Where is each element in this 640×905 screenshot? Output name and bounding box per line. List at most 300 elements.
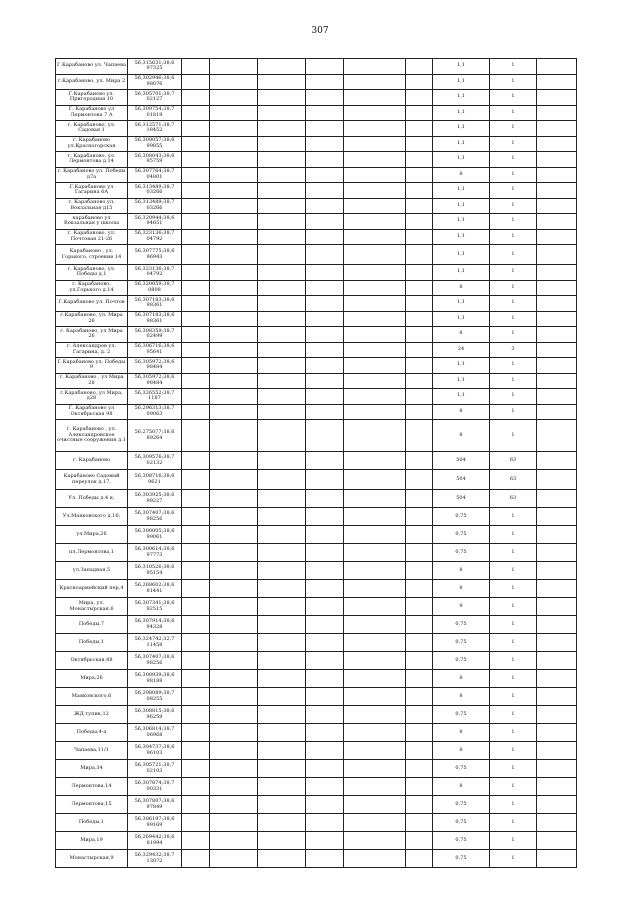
empty-cell: [182, 670, 210, 688]
empty-cell: [406, 404, 433, 420]
empty-cell: [258, 105, 306, 121]
value-cell: 8: [433, 327, 490, 343]
empty-cell: [258, 706, 306, 724]
empty-cell: [306, 136, 344, 152]
table-row: [56, 59, 577, 75]
empty-cell: [537, 420, 577, 452]
empty-cell: [210, 850, 258, 868]
count-cell: 1: [490, 214, 537, 230]
empty-cell: [344, 706, 406, 724]
count-cell: 1: [490, 280, 537, 296]
empty-cell: [306, 544, 344, 562]
empty-cell: [258, 136, 306, 152]
table-row: [56, 311, 577, 327]
empty-cell: [258, 74, 306, 90]
empty-cell: [344, 742, 406, 760]
empty-cell: [182, 616, 210, 634]
coords-cell: 56,307764;38,7 04801: [128, 167, 182, 183]
address-cell: Лермонтова,15: [56, 796, 128, 814]
value-cell: 8: [433, 562, 490, 580]
address-cell: пл.Лермонтова,1: [56, 544, 128, 562]
address-cell: г. Карабаново: [56, 452, 128, 470]
table-row: [56, 198, 577, 214]
empty-cell: [406, 280, 433, 296]
empty-cell: [537, 832, 577, 850]
empty-cell: [210, 342, 258, 358]
empty-cell: [344, 616, 406, 634]
empty-cell: [406, 152, 433, 168]
empty-cell: [306, 183, 344, 199]
empty-cell: [182, 121, 210, 137]
count-cell: 1: [490, 136, 537, 152]
empty-cell: [210, 121, 258, 137]
empty-cell: [537, 580, 577, 598]
empty-cell: [210, 296, 258, 312]
value-cell: 8: [433, 280, 490, 296]
address-cell: г. Карабаново ул.Красногорская: [56, 136, 128, 152]
address-cell: г. Карабаново, ул.Горького д.14: [56, 280, 128, 296]
coords-cell: 56,307407;38,6 98256: [128, 652, 182, 670]
table-row: [56, 688, 577, 706]
count-cell: 1: [490, 358, 537, 374]
empty-cell: [258, 327, 306, 343]
empty-cell: [406, 327, 433, 343]
value-cell: 0,75: [433, 814, 490, 832]
empty-cell: [406, 358, 433, 374]
empty-cell: [344, 373, 406, 389]
value-cell: 1,1: [433, 373, 490, 389]
value-cell: 1,1: [433, 121, 490, 137]
coords-cell: 56,305701;38,7 02127: [128, 90, 182, 106]
empty-cell: [182, 214, 210, 230]
value-cell: 24: [433, 342, 490, 358]
coords-cell: 56,326552;38,7 1187: [128, 389, 182, 405]
coords-cell: 56,313489;38,7 03266: [128, 198, 182, 214]
table-row: [56, 389, 577, 405]
count-cell: 1: [490, 724, 537, 742]
empty-cell: [344, 229, 406, 245]
table-row: [56, 652, 577, 670]
value-cell: 8: [433, 688, 490, 706]
table-row: [56, 358, 577, 374]
empty-cell: [406, 167, 433, 183]
empty-cell: [406, 296, 433, 312]
value-cell: 1,1: [433, 389, 490, 405]
empty-cell: [258, 121, 306, 137]
empty-cell: [182, 778, 210, 796]
table-row: [56, 598, 577, 616]
empty-cell: [537, 598, 577, 616]
coords-cell: 56,307183;38,6 98361: [128, 311, 182, 327]
empty-cell: [182, 634, 210, 652]
address-cell: Карабаново , ул. Горького, строение 14: [56, 245, 128, 265]
empty-cell: [182, 652, 210, 670]
empty-cell: [306, 470, 344, 490]
table-row: [56, 778, 577, 796]
empty-cell: [406, 198, 433, 214]
count-cell: 1: [490, 327, 537, 343]
empty-cell: [306, 280, 344, 296]
empty-cell: [537, 198, 577, 214]
empty-cell: [537, 229, 577, 245]
empty-cell: [258, 814, 306, 832]
coords-cell: 56,308043;38,6 95759: [128, 152, 182, 168]
empty-cell: [306, 508, 344, 526]
empty-cell: [306, 167, 344, 183]
count-cell: 1: [490, 670, 537, 688]
table-row: [56, 796, 577, 814]
empty-cell: [210, 526, 258, 544]
empty-cell: [258, 526, 306, 544]
empty-cell: [258, 760, 306, 778]
empty-cell: [258, 634, 306, 652]
empty-cell: [258, 670, 306, 688]
empty-cell: [210, 598, 258, 616]
empty-cell: [406, 311, 433, 327]
empty-cell: [258, 470, 306, 490]
coords-cell: 56,275077;38,6 89264: [128, 420, 182, 452]
coords-cell: 56,307775;38,6 96943: [128, 245, 182, 265]
empty-cell: [210, 311, 258, 327]
coords-cell: 56,306814;38,7 06968: [128, 724, 182, 742]
empty-cell: [182, 327, 210, 343]
count-cell: 63: [490, 470, 537, 490]
address-cell: г.Карабаново, ул. Мира 2: [56, 74, 128, 90]
address-cell: ул.Мира,26: [56, 526, 128, 544]
empty-cell: [306, 105, 344, 121]
empty-cell: [406, 373, 433, 389]
table-row: [56, 90, 577, 106]
empty-cell: [537, 296, 577, 312]
empty-cell: [182, 280, 210, 296]
empty-cell: [537, 358, 577, 374]
empty-cell: [344, 760, 406, 778]
count-cell: 1: [490, 742, 537, 760]
empty-cell: [537, 544, 577, 562]
empty-cell: [210, 214, 258, 230]
coords-cell: 56,300939;38,6 98188: [128, 670, 182, 688]
empty-cell: [406, 760, 433, 778]
address-cell: Ул.Маяковского д.16;: [56, 508, 128, 526]
address-cell: Монастырская,9: [56, 850, 128, 868]
count-cell: 1: [490, 760, 537, 778]
empty-cell: [258, 389, 306, 405]
empty-cell: [182, 452, 210, 470]
coords-cell: 56,313489;38,7 03266: [128, 183, 182, 199]
value-cell: 0,75: [433, 832, 490, 850]
empty-cell: [182, 265, 210, 281]
empty-cell: [210, 832, 258, 850]
table-row: [56, 214, 577, 230]
empty-cell: [406, 214, 433, 230]
empty-cell: [182, 832, 210, 850]
empty-cell: [537, 74, 577, 90]
empty-cell: [344, 90, 406, 106]
empty-cell: [406, 470, 433, 490]
count-cell: 1: [490, 311, 537, 327]
empty-cell: [344, 245, 406, 265]
value-cell: 0,75: [433, 706, 490, 724]
empty-cell: [210, 544, 258, 562]
empty-cell: [182, 490, 210, 508]
empty-cell: [537, 760, 577, 778]
table-row: [56, 280, 577, 296]
table-row: [56, 265, 577, 281]
count-cell: 1: [490, 404, 537, 420]
address-cell: г. Карабаново , ул. Александровское очистные сооружения д.1: [56, 420, 128, 452]
count-cell: 1: [490, 706, 537, 724]
value-cell: 1,1: [433, 59, 490, 75]
value-cell: 0,75: [433, 508, 490, 526]
empty-cell: [258, 358, 306, 374]
count-cell: 1: [490, 796, 537, 814]
empty-cell: [258, 616, 306, 634]
coords-cell: 56,300614;38,6 97773: [128, 544, 182, 562]
table-row: [56, 342, 577, 358]
address-cell: Красноармейский пер,4: [56, 580, 128, 598]
empty-cell: [182, 598, 210, 616]
empty-cell: [344, 670, 406, 688]
empty-cell: [306, 742, 344, 760]
empty-cell: [210, 452, 258, 470]
value-cell: 504: [433, 490, 490, 508]
data-table: [55, 58, 577, 868]
count-cell: 1: [490, 598, 537, 616]
empty-cell: [182, 760, 210, 778]
count-cell: 1: [490, 688, 537, 706]
value-cell: 8: [433, 670, 490, 688]
table-row: [56, 167, 577, 183]
value-cell: 0,75: [433, 544, 490, 562]
value-cell: 504: [433, 452, 490, 470]
empty-cell: [210, 420, 258, 452]
coords-cell: 56,329432;38,7 13072: [128, 850, 182, 868]
address-cell: Лермонтова,14: [56, 778, 128, 796]
value-cell: 8: [433, 778, 490, 796]
empty-cell: [210, 670, 258, 688]
empty-cell: [406, 389, 433, 405]
empty-cell: [406, 688, 433, 706]
value-cell: 8: [433, 724, 490, 742]
empty-cell: [210, 688, 258, 706]
empty-cell: [406, 634, 433, 652]
count-cell: 1: [490, 105, 537, 121]
table-row: [56, 850, 577, 868]
table-row: [56, 724, 577, 742]
count-cell: 1: [490, 90, 537, 106]
address-cell: Чапаева,11/1: [56, 742, 128, 760]
count-cell: 1: [490, 634, 537, 652]
empty-cell: [537, 742, 577, 760]
empty-cell: [406, 832, 433, 850]
empty-cell: [344, 796, 406, 814]
address-cell: г.Карабаново, ул. Мира 26: [56, 311, 128, 327]
empty-cell: [344, 404, 406, 420]
empty-cell: [344, 562, 406, 580]
empty-cell: [406, 544, 433, 562]
table-row: [56, 508, 577, 526]
address-cell: Победы,4-а: [56, 724, 128, 742]
count-cell: 1: [490, 296, 537, 312]
count-cell: 1: [490, 198, 537, 214]
empty-cell: [344, 470, 406, 490]
empty-cell: [306, 342, 344, 358]
empty-cell: [306, 850, 344, 868]
empty-cell: [344, 358, 406, 374]
empty-cell: [537, 470, 577, 490]
value-cell: 8: [433, 420, 490, 452]
value-cell: 1,1: [433, 74, 490, 90]
empty-cell: [406, 796, 433, 814]
coords-cell: 56,323136;38,7 04792: [128, 229, 182, 245]
empty-cell: [306, 121, 344, 137]
empty-cell: [182, 508, 210, 526]
empty-cell: [306, 373, 344, 389]
table-row: [56, 152, 577, 168]
address-cell: Карабаново Садовый переулок д.17,: [56, 470, 128, 490]
empty-cell: [258, 508, 306, 526]
empty-cell: [537, 616, 577, 634]
empty-cell: [406, 183, 433, 199]
coords-cell: 56,320944;38,6 94651: [128, 214, 182, 230]
coords-cell: 56,309576;38,7 02132: [128, 452, 182, 470]
empty-cell: [182, 526, 210, 544]
empty-cell: [182, 74, 210, 90]
empty-cell: [537, 265, 577, 281]
empty-cell: [344, 311, 406, 327]
empty-cell: [344, 544, 406, 562]
empty-cell: [258, 742, 306, 760]
value-cell: 9: [433, 598, 490, 616]
empty-cell: [537, 778, 577, 796]
empty-cell: [258, 850, 306, 868]
coords-cell: 56,315631;38,6 97325: [128, 59, 182, 75]
empty-cell: [210, 470, 258, 490]
empty-cell: [182, 229, 210, 245]
table-row: [56, 245, 577, 265]
empty-cell: [344, 526, 406, 544]
empty-cell: [406, 778, 433, 796]
coords-cell: 56,302946;38,6 98076: [128, 74, 182, 90]
empty-cell: [537, 670, 577, 688]
coords-cell: 56,308359;38,7 02499: [128, 327, 182, 343]
empty-cell: [406, 136, 433, 152]
empty-cell: [182, 580, 210, 598]
empty-cell: [258, 229, 306, 245]
empty-cell: [258, 832, 306, 850]
count-cell: 1: [490, 562, 537, 580]
empty-cell: [537, 121, 577, 137]
empty-cell: [344, 105, 406, 121]
coords-cell: 56,309057;38,6 99855: [128, 136, 182, 152]
address-cell: Победы,7: [56, 616, 128, 634]
empty-cell: [344, 420, 406, 452]
empty-cell: [258, 778, 306, 796]
empty-cell: [344, 152, 406, 168]
address-cell: г. Карабаново ул. Вокзальная д15: [56, 198, 128, 214]
table-body: [56, 59, 577, 868]
empty-cell: [344, 214, 406, 230]
empty-cell: [537, 167, 577, 183]
empty-cell: [210, 105, 258, 121]
empty-cell: [306, 670, 344, 688]
table-row: [56, 373, 577, 389]
empty-cell: [182, 105, 210, 121]
table-row: [56, 327, 577, 343]
empty-cell: [344, 850, 406, 868]
empty-cell: [258, 59, 306, 75]
coords-cell: 56,307407;38.6 98256: [128, 508, 182, 526]
empty-cell: [344, 688, 406, 706]
empty-cell: [344, 832, 406, 850]
coords-cell: 56,268602;38,6 81441: [128, 580, 182, 598]
address-cell: Г.Карабаново ул. Почтов: [56, 296, 128, 312]
address-cell: Победы,1: [56, 634, 128, 652]
empty-cell: [344, 452, 406, 470]
empty-cell: [182, 167, 210, 183]
empty-cell: [306, 832, 344, 850]
table-row: [56, 814, 577, 832]
empty-cell: [537, 850, 577, 868]
empty-cell: [182, 136, 210, 152]
empty-cell: [344, 198, 406, 214]
empty-cell: [182, 389, 210, 405]
empty-cell: [406, 742, 433, 760]
empty-cell: [258, 404, 306, 420]
empty-cell: [210, 280, 258, 296]
empty-cell: [406, 490, 433, 508]
coords-cell: 56,304737;38,6 96103: [128, 742, 182, 760]
empty-cell: [258, 152, 306, 168]
table-row: [56, 562, 577, 580]
empty-cell: [210, 358, 258, 374]
empty-cell: [406, 850, 433, 868]
address-cell: Г.Карабаново ул. Победы 9: [56, 358, 128, 374]
count-cell: 1: [490, 508, 537, 526]
empty-cell: [210, 652, 258, 670]
empty-cell: [537, 490, 577, 508]
address-cell: Г. Карабаново ул Лермонтова 7 А: [56, 105, 128, 121]
empty-cell: [182, 706, 210, 724]
value-cell: 8: [433, 167, 490, 183]
coords-cell: 56,307914;38,6 94328: [128, 616, 182, 634]
count-cell: 1: [490, 850, 537, 868]
empty-cell: [210, 136, 258, 152]
coords-cell: 56,300005;38,6 99061: [128, 526, 182, 544]
count-cell: 63: [490, 490, 537, 508]
empty-cell: [306, 214, 344, 230]
table-row: [56, 490, 577, 508]
empty-cell: [210, 724, 258, 742]
count-cell: 1: [490, 814, 537, 832]
empty-cell: [306, 580, 344, 598]
empty-cell: [306, 229, 344, 245]
empty-cell: [210, 59, 258, 75]
address-cell: Мира,26: [56, 670, 128, 688]
empty-cell: [258, 183, 306, 199]
count-cell: 1: [490, 420, 537, 452]
empty-cell: [306, 327, 344, 343]
empty-cell: [258, 214, 306, 230]
table-row: [56, 420, 577, 452]
table-row: [56, 470, 577, 490]
empty-cell: [210, 778, 258, 796]
empty-cell: [344, 580, 406, 598]
empty-cell: [182, 358, 210, 374]
empty-cell: [406, 59, 433, 75]
table-row: [56, 616, 577, 634]
value-cell: 1,1: [433, 229, 490, 245]
